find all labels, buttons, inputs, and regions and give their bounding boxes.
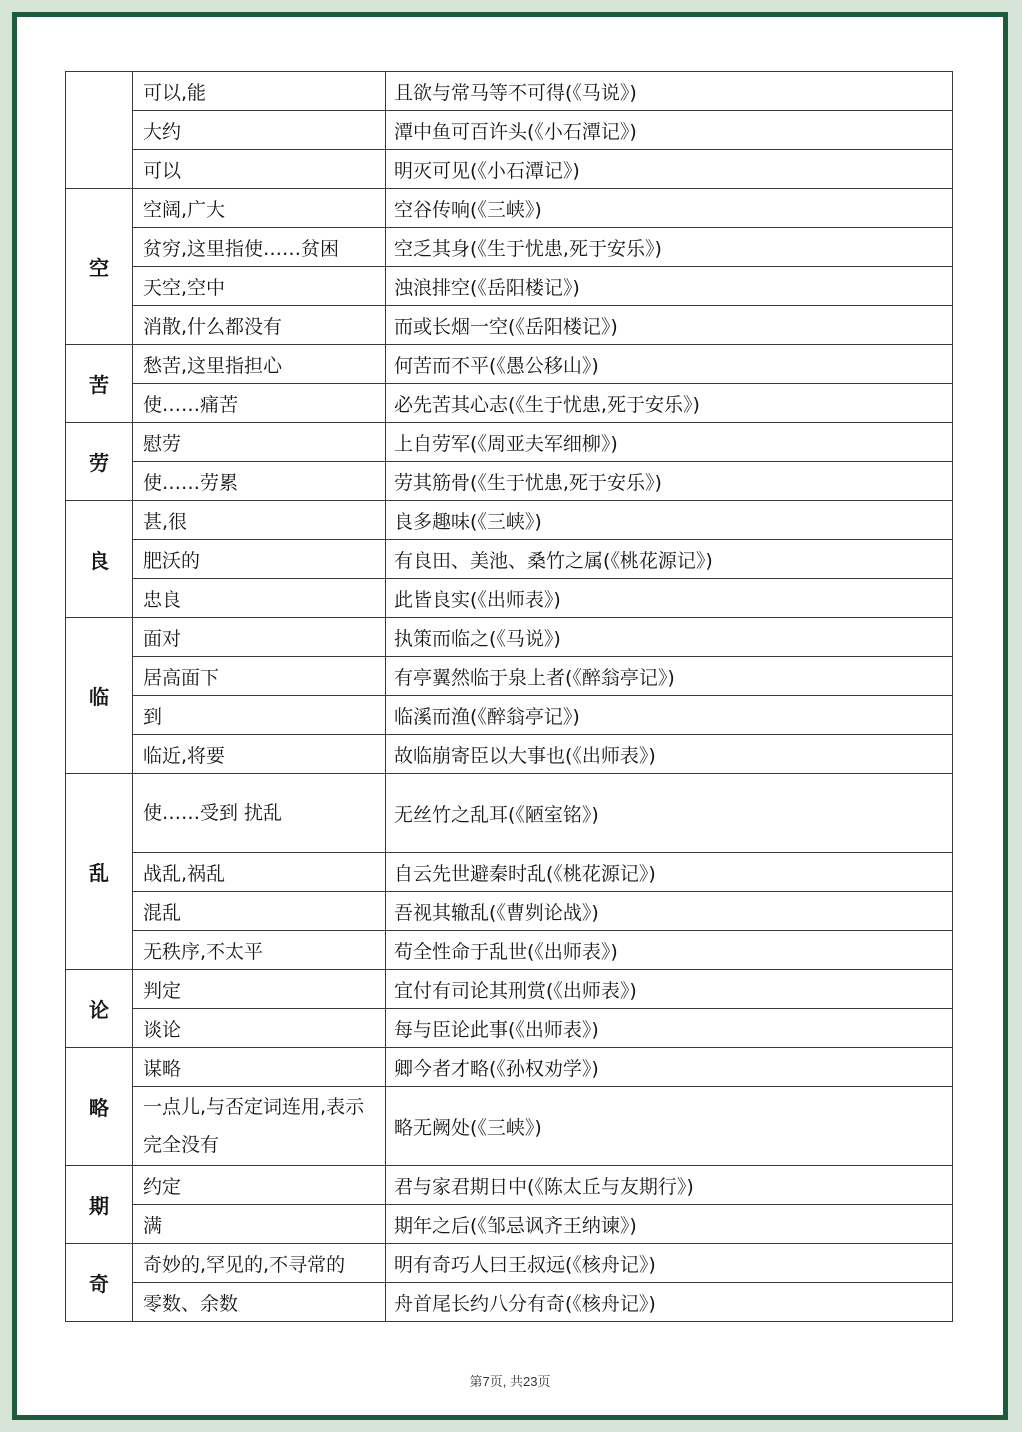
meaning-cell: 使……劳累 [133, 462, 386, 501]
example-cell: 舟首尾长约八分有奇(《核舟记》) [386, 1283, 953, 1322]
example-cell: 必先苦其心志(《生于忧患,死于安乐》) [386, 384, 953, 423]
example-cell: 有良田、美池、桑竹之属(《桃花源记》) [386, 540, 953, 579]
example-cell: 君与家君期日中(《陈太丘与友期行》) [386, 1166, 953, 1205]
meaning-cell: 空阔,广大 [133, 189, 386, 228]
example-cell: 空谷传响(《三峡》) [386, 189, 953, 228]
meaning-cell: 肥沃的 [133, 540, 386, 579]
table-row [66, 853, 953, 892]
example-cell: 且欲与常马等不可得(《马说》) [386, 72, 953, 111]
example-cell: 明有奇巧人曰王叔远(《核舟记》) [386, 1244, 953, 1283]
example-cell: 劳其筋骨(《生于忧患,死于安乐》) [386, 462, 953, 501]
example-cell: 期年之后(《邹忌讽齐王纳谏》) [386, 1205, 953, 1244]
headword-cell: 临 [66, 618, 133, 774]
meaning-cell: 使……受到 扰乱 [133, 774, 386, 853]
vocabulary-table-body [66, 72, 953, 1322]
meaning-cell: 居高面下 [133, 657, 386, 696]
table-row [66, 1009, 953, 1048]
example-cell: 故临崩寄臣以大事也(《出师表》) [386, 735, 953, 774]
headword-cell: 期 [66, 1166, 133, 1244]
table-row [66, 618, 953, 657]
headword-cell: 空 [66, 189, 133, 345]
table-row [66, 306, 953, 345]
table-row [66, 579, 953, 618]
meaning-cell: 约定 [133, 1166, 386, 1205]
table-row [66, 735, 953, 774]
example-cell: 吾视其辙乱(《曹刿论战》) [386, 892, 953, 931]
meaning-cell: 甚,很 [133, 501, 386, 540]
table-row [66, 1244, 953, 1283]
headword-cell: 苦 [66, 345, 133, 423]
meaning-cell: 慰劳 [133, 423, 386, 462]
table-row [66, 111, 953, 150]
meaning-cell: 判定 [133, 970, 386, 1009]
table-row [66, 1205, 953, 1244]
table-row [66, 931, 953, 970]
table-row [66, 423, 953, 462]
meaning-cell: 奇妙的,罕见的,不寻常的 [133, 1244, 386, 1283]
table-row [66, 150, 953, 189]
example-cell: 临溪而渔(《醉翁亭记》) [386, 696, 953, 735]
example-cell: 无丝竹之乱耳(《陋室铭》) [386, 774, 953, 853]
table-row [66, 462, 953, 501]
headword-cell [66, 72, 133, 189]
table-row [66, 1087, 953, 1166]
table-row [66, 384, 953, 423]
table-row [66, 774, 953, 853]
example-cell: 上自劳军(《周亚夫军细柳》) [386, 423, 953, 462]
headword-cell: 论 [66, 970, 133, 1048]
meaning-cell: 可以 [133, 150, 386, 189]
example-cell: 有亭翼然临于泉上者(《醉翁亭记》) [386, 657, 953, 696]
headword-cell: 乱 [66, 774, 133, 970]
table-row [66, 892, 953, 931]
example-cell: 苟全性命于乱世(《出师表》) [386, 931, 953, 970]
meaning-cell: 临近,将要 [133, 735, 386, 774]
table-row [66, 1283, 953, 1322]
example-cell: 自云先世避秦时乱(《桃花源记》) [386, 853, 953, 892]
meaning-cell: 谈论 [133, 1009, 386, 1048]
meaning-cell: 愁苦,这里指担心 [133, 345, 386, 384]
example-cell: 略无阙处(《三峡》) [386, 1087, 953, 1166]
meaning-cell: 大约 [133, 111, 386, 150]
example-cell: 潭中鱼可百许头(《小石潭记》) [386, 111, 953, 150]
table-row [66, 696, 953, 735]
table-row [66, 1166, 953, 1205]
table-row [66, 540, 953, 579]
table-row [66, 501, 953, 540]
meaning-cell: 混乱 [133, 892, 386, 931]
table-row [66, 1048, 953, 1087]
page-frame [12, 12, 1008, 1420]
example-cell: 空乏其身(《生于忧患,死于安乐》) [386, 228, 953, 267]
meaning-cell: 战乱,祸乱 [133, 853, 386, 892]
meaning-cell: 满 [133, 1205, 386, 1244]
example-cell: 何苦而不平(《愚公移山》) [386, 345, 953, 384]
table-row [66, 657, 953, 696]
example-cell: 卿今者才略(《孙权劝学》) [386, 1048, 953, 1087]
table-row [66, 267, 953, 306]
table-row [66, 72, 953, 111]
example-cell: 每与臣论此事(《出师表》) [386, 1009, 953, 1048]
headword-cell: 奇 [66, 1244, 133, 1322]
meaning-cell: 忠良 [133, 579, 386, 618]
meaning-cell: 使……痛苦 [133, 384, 386, 423]
headword-cell: 良 [66, 501, 133, 618]
example-cell: 良多趣味(《三峡》) [386, 501, 953, 540]
meaning-cell: 无秩序,不太平 [133, 931, 386, 970]
table-row [66, 970, 953, 1009]
meaning-cell: 零数、余数 [133, 1283, 386, 1322]
meaning-cell: 谋略 [133, 1048, 386, 1087]
example-cell: 浊浪排空(《岳阳楼记》) [386, 267, 953, 306]
vocabulary-table [65, 71, 953, 1322]
example-cell: 执策而临之(《马说》) [386, 618, 953, 657]
table-row [66, 345, 953, 384]
page-number: 第7页, 共23页 [469, 1374, 551, 1389]
example-cell: 宜付有司论其刑赏(《出师表》) [386, 970, 953, 1009]
example-cell: 此皆良实(《出师表》) [386, 579, 953, 618]
meaning-cell: 可以,能 [133, 72, 386, 111]
example-cell: 而或长烟一空(《岳阳楼记》) [386, 306, 953, 345]
meaning-cell: 贫穷,这里指使……贫困 [133, 228, 386, 267]
meaning-cell: 到 [133, 696, 386, 735]
meaning-cell: 天空,空中 [133, 267, 386, 306]
meaning-cell: 一点儿,与否定词连用,表示完全没有 [133, 1087, 386, 1166]
table-row [66, 189, 953, 228]
meaning-cell: 面对 [133, 618, 386, 657]
table-row [66, 228, 953, 267]
meaning-cell: 消散,什么都没有 [133, 306, 386, 345]
headword-cell: 劳 [66, 423, 133, 501]
example-cell: 明灭可见(《小石潭记》) [386, 150, 953, 189]
headword-cell: 略 [66, 1048, 133, 1166]
